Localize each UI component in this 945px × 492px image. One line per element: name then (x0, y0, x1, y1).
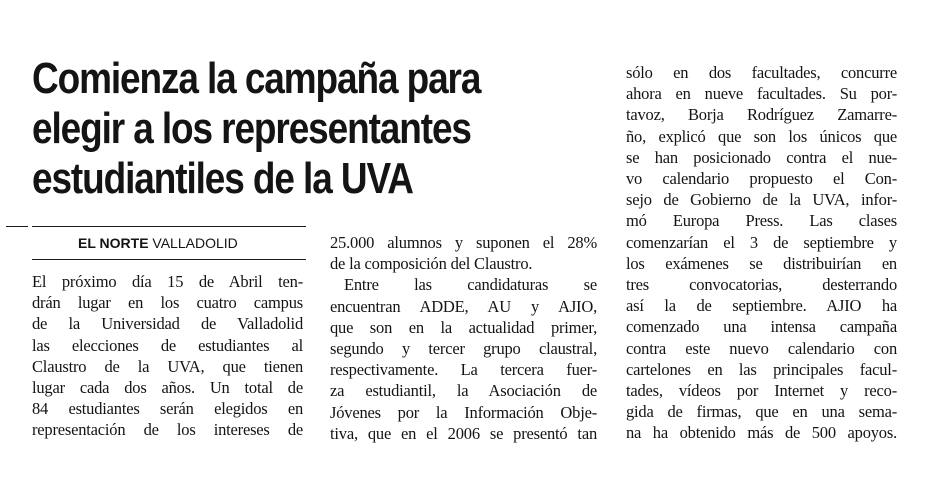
text-line: 84 estudiantes serán elegidos en (32, 399, 303, 419)
article-headline (32, 54, 511, 204)
left-rule-mark (6, 226, 28, 227)
text-line: cartelones en las principales facul- (626, 359, 897, 379)
text-line: respectivamente. La tercera fuer- (330, 360, 597, 380)
article-column-3 (626, 62, 897, 444)
text-line: así la de septiembre. AJIO ha (626, 296, 897, 316)
text-line: sejo de Gobierno de la UVA, infor- (626, 190, 897, 210)
text-line: Jóvenes por la Información Obje- (330, 402, 597, 422)
text-line: Claustro de la UVA, que tienen (32, 356, 303, 376)
text-line: tavoz, Borja Rodríguez Zamarre- (626, 105, 897, 125)
text-line: drán lugar en los cuatro campus (32, 293, 303, 313)
text-line: de la composición del Claustro. (330, 254, 533, 274)
text-line: tres convocatorias, desterrando (626, 275, 897, 295)
text-line: mó Europa Press. Las clases (626, 211, 897, 231)
text-line: contra este nuevo calendario con (626, 338, 897, 358)
text-line: de la Universidad de Valladolid (32, 314, 303, 334)
text-line: que son en la actualidad primer, (330, 317, 597, 337)
text-line: segundo y tercer grupo claustral, (330, 339, 597, 359)
text-line: ahora en nueve facultades. Su por- (626, 84, 897, 104)
text-line: encuentran ADDE, AU y AJIO, (330, 296, 597, 316)
text-line: tiva, que en el 2006 se presentó tan (330, 423, 597, 443)
text-line: gida de firmas, que en una sema- (626, 402, 897, 422)
article-column-2 (330, 232, 597, 444)
byline (32, 226, 306, 260)
text-line: las elecciones de estudiantes al (32, 335, 303, 355)
text-line: vo calendario propuesto el Con- (626, 169, 897, 189)
headline-line-3: estudiantiles de la UVA (32, 154, 413, 203)
byline-location: VALLADOLID (152, 235, 238, 251)
text-line: 25.000 alumnos y suponen el 28% (330, 233, 597, 252)
text-line: se han posicionado contra el nue- (626, 147, 897, 167)
text-line: tades, vídeos por Internet y reco- (626, 381, 897, 401)
text-line: comenzado una intensa campaña (626, 317, 897, 337)
text-line: sólo en dos facultades, concurre (626, 63, 897, 82)
headline-line-1: Comienza la campaña para (32, 54, 481, 103)
text-line: na ha obtenido más de 500 apoyos. (626, 423, 897, 443)
text-line: lugar cada dos años. Un total de (32, 378, 303, 398)
article-column-1 (32, 271, 303, 441)
text-line: comenzarían el 3 de septiembre y (626, 232, 897, 252)
text-line: representación de los intereses de (32, 420, 303, 440)
text-line: ño, explicó que son los únicos que (626, 126, 897, 146)
text-line: los exámenes se distribuirían en (626, 253, 897, 273)
byline-source: EL NORTE (78, 235, 149, 251)
text-line: Entre las candidaturas se (344, 275, 597, 295)
headline-line-2: elegir a los representantes (32, 104, 471, 153)
text-line: El próximo día 15 de Abril ten- (32, 272, 303, 291)
text-line: za estudiantil, la Asociación de (330, 381, 597, 401)
